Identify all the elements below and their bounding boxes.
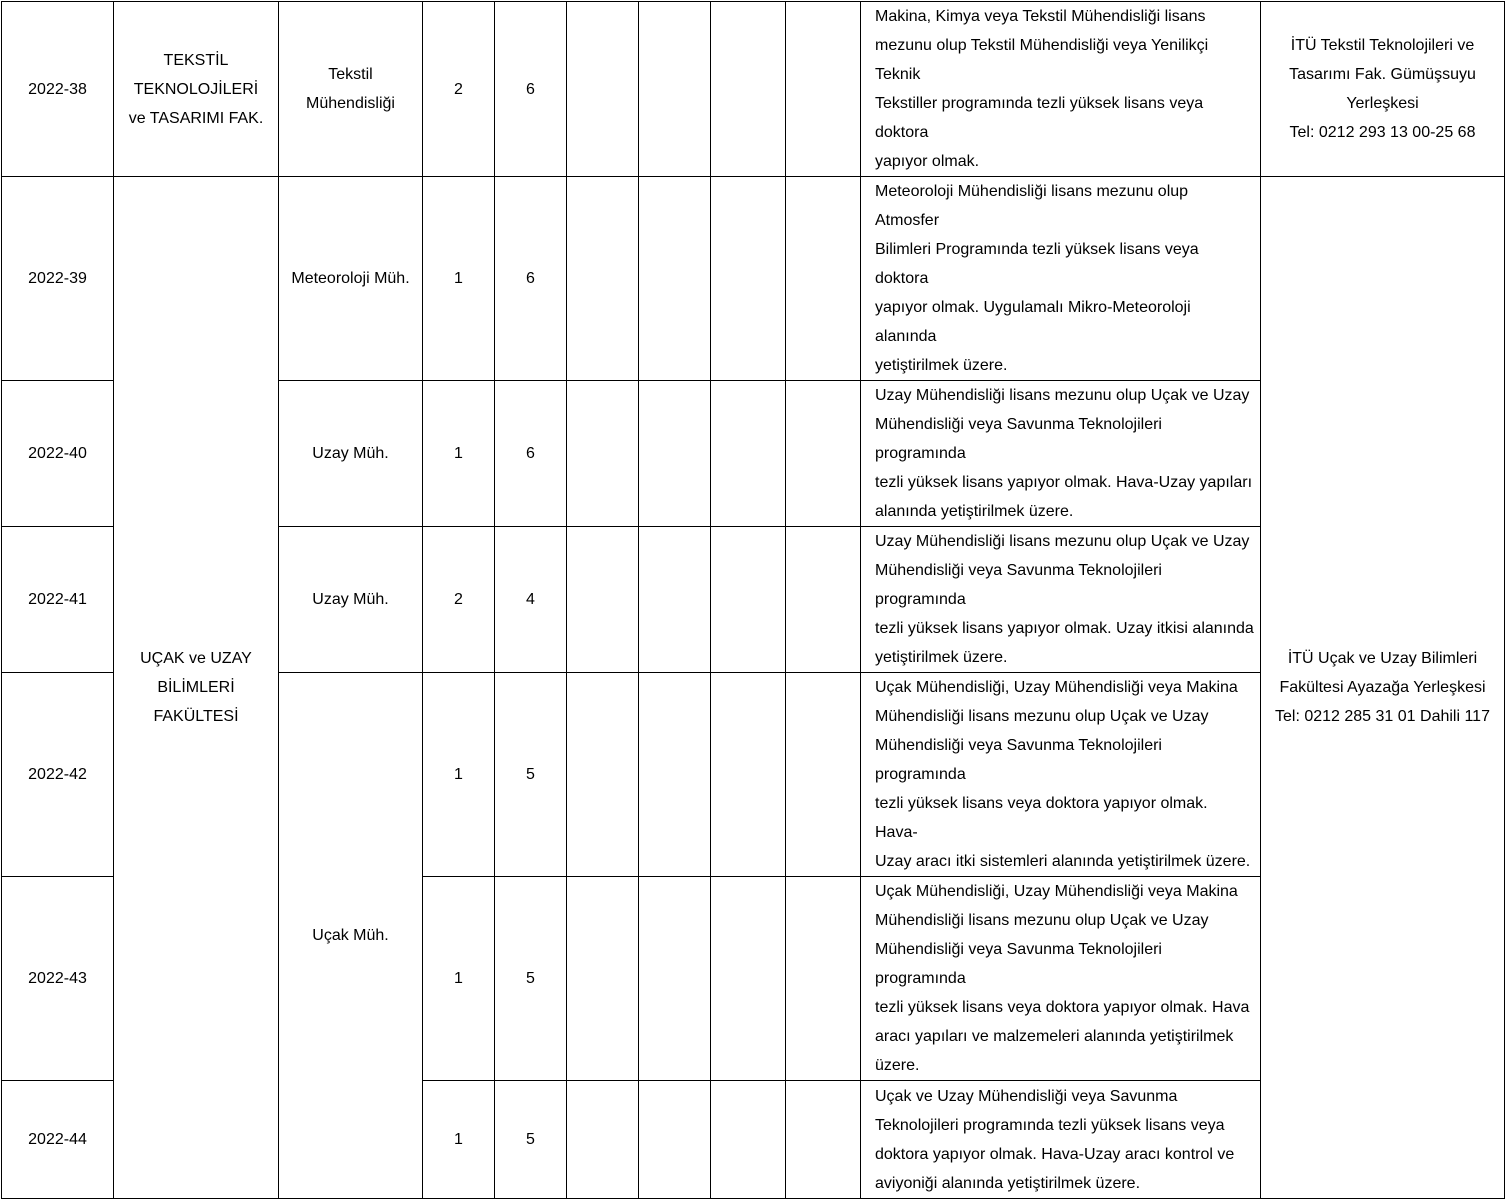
empty-cell bbox=[711, 177, 786, 381]
requirement-cell: Makina, Kimya veya Tekstil Mühendisliği lisans mezunu olup Tekstil Mühendisliği veya Yenilikçi Teknik Tekstiller programında tezli yüksek lisans veya doktora yapıyor olmak. bbox=[861, 2, 1261, 177]
code-cell: 2022-39 bbox=[2, 177, 114, 381]
requirement-cell: Uçak Mühendisliği, Uzay Mühendisliği veya Makina Mühendisliği lisans mezunu olup Uçak ve Uzay Mühendisliği veya Savunma Teknolojileri programında tezli yüksek lisans veya doktora yapıyor olmak. Hava aracı yapıları ve malzemeleri alanında yetiştirilmek üzere. bbox=[861, 877, 1261, 1081]
empty-cell bbox=[639, 1081, 711, 1199]
count-cell: 2 bbox=[423, 527, 495, 673]
requirement-cell: Uçak ve Uzay Mühendisliği veya Savunma Teknolojileri programında tezli yüksek lisans veya doktora yapıyor olmak. Hava-Uzay aracı kontrol ve aviyoniği alanında yetiştirilmek üzere. bbox=[861, 1081, 1261, 1199]
empty-cell bbox=[786, 877, 861, 1081]
count-cell: 1 bbox=[423, 877, 495, 1081]
empty-cell bbox=[567, 673, 639, 877]
empty-cell bbox=[711, 2, 786, 177]
code-cell: 2022-42 bbox=[2, 673, 114, 877]
empty-cell bbox=[567, 177, 639, 381]
empty-cell bbox=[567, 527, 639, 673]
empty-cell bbox=[786, 673, 861, 877]
code-cell: 2022-43 bbox=[2, 877, 114, 1081]
empty-cell bbox=[711, 877, 786, 1081]
count-cell: 1 bbox=[423, 1081, 495, 1199]
requirement-cell: Uçak Mühendisliği, Uzay Mühendisliği veya Makina Mühendisliği lisans mezunu olup Uçak ve Uzay Mühendisliği veya Savunma Teknolojileri programında tezli yüksek lisans veya doktora yapıyor olmak. Hava- Uzay aracı itki sistemleri alanında yetiştirilmek üzere. bbox=[861, 673, 1261, 877]
empty-cell bbox=[711, 381, 786, 527]
empty-cell bbox=[786, 1081, 861, 1199]
empty-cell bbox=[639, 527, 711, 673]
contact-cell: İTÜ Tekstil Teknolojileri ve Tasarımı Fak. Gümüşsuyu Yerleşkesi Tel: 0212 293 13 00-25 68 bbox=[1261, 2, 1505, 177]
contact-cell: İTÜ Uçak ve Uzay Bilimleri Fakültesi Ayazağa Yerleşkesi Tel: 0212 285 31 01 Dahili 117 bbox=[1261, 177, 1505, 1199]
code-cell: 2022-38 bbox=[2, 2, 114, 177]
empty-cell bbox=[786, 177, 861, 381]
requirement-cell: Uzay Mühendisliği lisans mezunu olup Uçak ve Uzay Mühendisliği veya Savunma Teknolojileri programında tezli yüksek lisans yapıyor olmak. Uzay itkisi alanında yetiştirilmek üzere. bbox=[861, 527, 1261, 673]
empty-cell bbox=[639, 673, 711, 877]
code-cell: 2022-44 bbox=[2, 1081, 114, 1199]
program-cell: Uzay Müh. bbox=[279, 381, 423, 527]
empty-cell bbox=[786, 381, 861, 527]
empty-cell bbox=[639, 177, 711, 381]
requirement-cell: Meteoroloji Mühendisliği lisans mezunu olup Atmosfer Bilimleri Programında tezli yüksek lisans veya doktora yapıyor olmak. Uygulamalı Mikro-Meteoroloji alanında yetiştirilmek üzere. bbox=[861, 177, 1261, 381]
empty-cell bbox=[639, 877, 711, 1081]
count-cell: 1 bbox=[423, 673, 495, 877]
code-cell: 2022-40 bbox=[2, 381, 114, 527]
program-cell: Tekstil Mühendisliği bbox=[279, 2, 423, 177]
empty-cell bbox=[711, 1081, 786, 1199]
code-cell: 2022-41 bbox=[2, 527, 114, 673]
empty-cell bbox=[639, 381, 711, 527]
empty-cell bbox=[567, 1081, 639, 1199]
score-cell: 6 bbox=[495, 381, 567, 527]
program-cell: Meteoroloji Müh. bbox=[279, 177, 423, 381]
position-table bbox=[1, 1, 1505, 1199]
score-cell: 5 bbox=[495, 1081, 567, 1199]
empty-cell bbox=[567, 381, 639, 527]
score-cell: 4 bbox=[495, 527, 567, 673]
empty-cell bbox=[639, 2, 711, 177]
score-cell: 6 bbox=[495, 177, 567, 381]
empty-cell bbox=[711, 673, 786, 877]
score-cell: 5 bbox=[495, 877, 567, 1081]
score-cell: 5 bbox=[495, 673, 567, 877]
count-cell: 1 bbox=[423, 381, 495, 527]
requirement-cell: Uzay Mühendisliği lisans mezunu olup Uçak ve Uzay Mühendisliği veya Savunma Teknolojileri programında tezli yüksek lisans yapıyor olmak. Hava-Uzay yapıları alanında yetiştirilmek üzere. bbox=[861, 381, 1261, 527]
faculty-cell: TEKSTİL TEKNOLOJİLERİ ve TASARIMI FAK. bbox=[114, 2, 279, 177]
count-cell: 1 bbox=[423, 177, 495, 381]
table-row bbox=[2, 2, 1505, 177]
faculty-cell: UÇAK ve UZAY BİLİMLERİ FAKÜLTESİ bbox=[114, 177, 279, 1199]
empty-cell bbox=[786, 527, 861, 673]
table-row bbox=[2, 177, 1505, 381]
empty-cell bbox=[786, 2, 861, 177]
count-cell: 2 bbox=[423, 2, 495, 177]
program-cell: Uzay Müh. bbox=[279, 527, 423, 673]
program-cell: Uçak Müh. bbox=[279, 673, 423, 1199]
empty-cell bbox=[711, 527, 786, 673]
empty-cell bbox=[567, 2, 639, 177]
score-cell: 6 bbox=[495, 2, 567, 177]
empty-cell bbox=[567, 877, 639, 1081]
